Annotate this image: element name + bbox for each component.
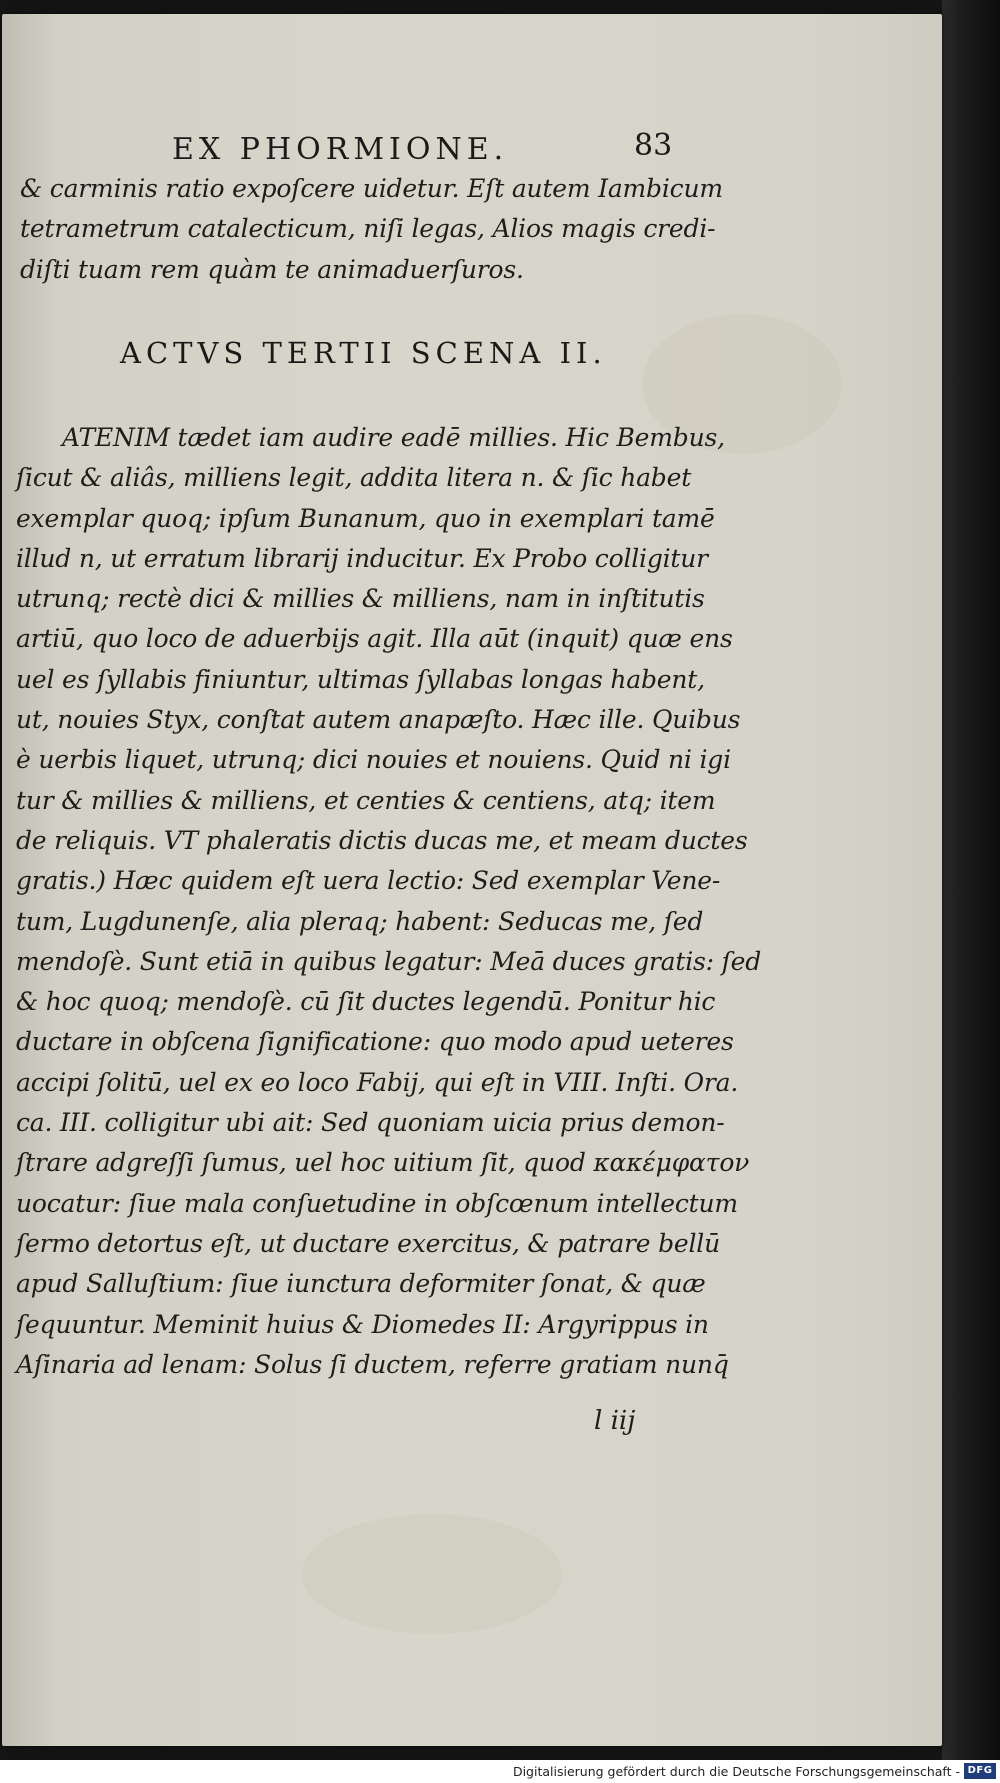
text-line: utrunq; rectè dici & millies & milliens, nam in inſtitutis <box>16 584 705 614</box>
signature-mark: l iij <box>594 1406 636 1436</box>
running-head <box>2 128 942 172</box>
text-line: è uerbis liquet, utrunq; dici nouies et nouiens. Quid ni igi <box>16 745 731 775</box>
scene-heading: ACTVS TERTII SCENA II. <box>120 336 607 370</box>
digitization-footer <box>0 1760 1000 1783</box>
text-line: & carminis ratio expoſcere uidetur. Eſt autem Iambicum <box>20 174 723 203</box>
text-line: uel es ſyllabis finiuntur, ultimas ſyllabas longas habent, <box>16 664 705 694</box>
text-line: mendoſè. Sunt etiā in quibus legatur: Meā duces gratis: ſed <box>16 946 762 976</box>
text-line: ſermo detortus eſt, ut ductare exercitus, & patrare bellū <box>16 1228 721 1258</box>
text-line: ductare in obſcena ſignificatione: quo modo apud ueteres <box>16 1027 734 1057</box>
text-line: ſequuntur. Meminit huius & Diomedes II: Argyrippus in <box>16 1309 709 1339</box>
text-line: ca. III. colligitur ubi ait: Sed quoniam uicia prius demon- <box>16 1108 725 1138</box>
running-head-title: EX PHORMIONE. <box>172 132 509 167</box>
text-line: uocatur: ſiue mala conſuetudine in obſcœnum intellectum <box>16 1188 738 1218</box>
text-line: ut, nouies Styx, conſtat autem anapæſto. Hæc ille. Quibus <box>16 705 741 735</box>
text-line: tetrametrum catalecticum, niſi legas, Alios magis credi- <box>20 214 716 244</box>
text-line: tum, Lugdunenſe, alia pleraq; habent: Seducas me, ſed <box>16 906 704 936</box>
text-line: de reliquis. VT phaleratis dictis ducas me, et meam ductes <box>16 825 748 855</box>
text-line: ATENIM tædet iam audire eadē millies. Hic Bembus, <box>62 423 725 452</box>
paper-stain <box>302 1514 562 1634</box>
text-line: ſicut & aliâs, milliens legit, addita litera n. & ſic habet <box>16 463 692 493</box>
intro-text <box>20 169 723 290</box>
text-line: Aſinaria ad lenam: Solus ſi ductem, referre gratiam nunq̄ <box>16 1349 729 1379</box>
page-number: 83 <box>634 128 673 163</box>
text-line: diſti tuam rem quàm te animaduerſuros. <box>20 254 524 284</box>
text-line: accipi ſolitū, uel ex eo loco Fabij, qui eſt in VIII. Inſti. Ora. <box>16 1067 739 1097</box>
book-spine-edge <box>942 0 1000 1760</box>
book-page <box>2 14 942 1746</box>
dfg-logo-icon: DFG <box>964 1763 996 1779</box>
commentary-text <box>16 418 762 1385</box>
text-line: ſtrare adgreſſi ſumus, uel hoc uitium ſit, quod κακέμφατον <box>16 1148 750 1178</box>
text-line: exemplar quoq; ipſum Bunanum, quo in exemplari tamē <box>16 503 715 533</box>
text-line: illud n, ut erratum librarij inducitur. Ex Probo colligitur <box>16 543 708 573</box>
funding-credit: Digitalisierung gefördert durch die Deutsche Forschungsgemeinschaft - <box>512 1764 960 1779</box>
text-line: gratis.) Hæc quidem eſt uera lectio: Sed exemplar Vene- <box>16 866 721 896</box>
text-line: tur & millies & milliens, et centies & centiens, atq; item <box>16 785 716 815</box>
text-line: & hoc quoq; mendoſè. cū ſit ductes legendū. Ponitur hic <box>16 987 716 1017</box>
text-line: artiū, quo loco de aduerbijs agit. Illa aūt (inquit) quæ ens <box>16 624 733 654</box>
text-line: apud Salluſtium: ſiue iunctura deformiter ſonat, & quæ <box>16 1269 706 1299</box>
